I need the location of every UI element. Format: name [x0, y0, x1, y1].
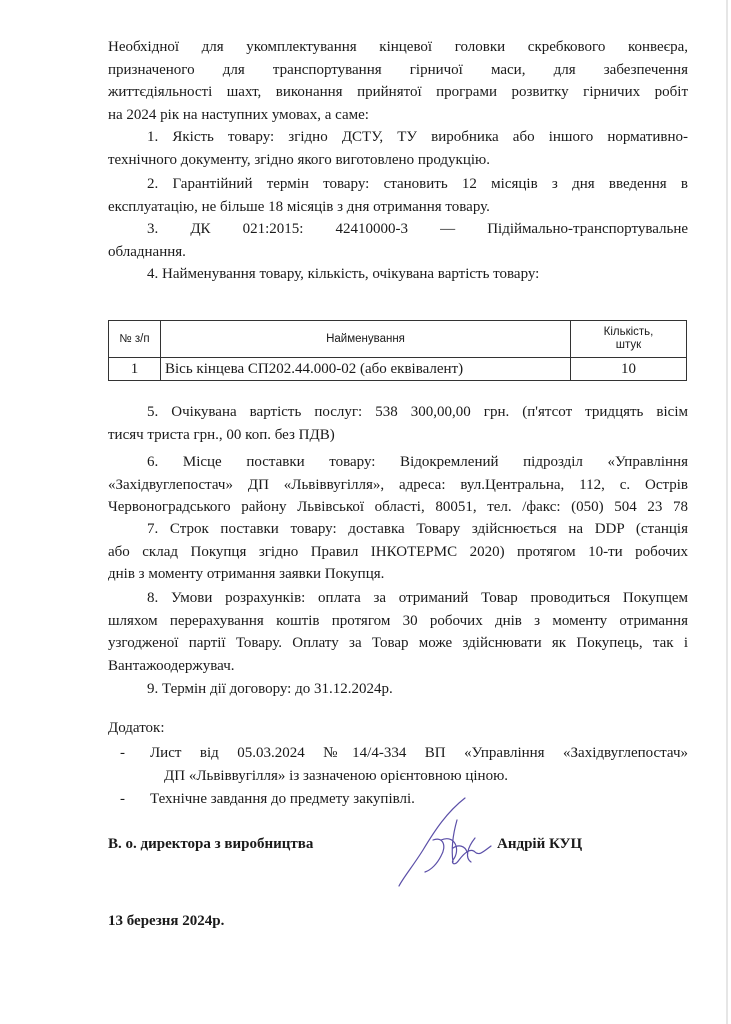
item-8-line-3: узгодженої партії Товару. Оплату за Товар може здійснювати як Покупець, так і: [108, 635, 688, 651]
item-2-warranty: [108, 173, 688, 218]
item-4-line-1: 4. Найменування товару, кількість, очікувана вартість товару:: [147, 266, 540, 282]
header-quantity-line-2: штук: [615, 339, 642, 351]
dash-marker: -: [120, 791, 125, 807]
signer-position: В. о. директора з виробництва: [108, 836, 314, 852]
item-5-line-2: тисяч триста грн., 00 коп. без ПДВ): [108, 426, 335, 443]
item-7-delivery-term: [108, 518, 688, 586]
item-7-line-2: або склад Покупця згідно Правил ІНКОТЕРМС 2020) протягом 10-ти робочих: [108, 543, 688, 560]
item-3-classifier: [108, 218, 688, 263]
row-name: Вісь кінцева СП202.44.000-02 (або еквівалент): [161, 358, 571, 381]
attachment-1-line-1: Лист від 05.03.2024 №14/4-334 ВП «Управління «Західвуглепостач»: [150, 745, 688, 761]
goods-table: [108, 320, 687, 381]
item-2-line-2: експлуатацію, не більше 18 місяців з дня отримання товару.: [108, 198, 490, 215]
header-number: № з/п: [109, 321, 161, 358]
item-6-line-1: 6. Місце поставки товару: Відокремлений підрозділ «Управління: [147, 454, 688, 470]
item-8-line-1: 8. Умови розрахунків: оплата за отриманий Товар проводиться Покупцем: [147, 590, 688, 606]
item-3-line-2: обладнання.: [108, 243, 186, 260]
item-2-line-1: 2. Гарантійний термін товару: становить 12 місяців з дня введення в: [147, 176, 688, 192]
item-1-line-1: 1. Якість товару: згідно ДСТУ, ТУ виробника або іншого нормативно-: [147, 129, 688, 145]
handwritten-signature: [395, 790, 505, 890]
document-date: 13 березня 2024р.: [108, 913, 225, 929]
header-name: Найменування: [161, 321, 571, 358]
intro-line-1: Необхідної для укомплектування кінцевої головки скребкового конвеєра,: [108, 39, 688, 55]
goods-table-header-row: [109, 321, 687, 358]
attachment-item: [120, 742, 690, 787]
scan-edge-shadow: [726, 0, 728, 1024]
item-5-price: [108, 401, 688, 446]
item-1-quality: [108, 126, 688, 171]
item-4-goods-intro: [108, 263, 688, 286]
header-quantity-line-1: Кількість,: [603, 326, 654, 338]
attachments-heading: Додаток:: [108, 720, 165, 736]
table-row: [109, 358, 687, 381]
intro-line-4: на 2024 рік на наступних умовах, а саме:: [108, 106, 369, 123]
item-8-payment: [108, 587, 688, 677]
item-8-line-4: Вантажоодержувач.: [108, 657, 235, 674]
row-quantity: 10: [571, 358, 687, 381]
item-3-line-1: 3. ДК 021:2015: 42410000-3 — Підіймально-транспортувальне: [147, 221, 688, 237]
item-5-line-1: 5. Очікувана вартість послуг: 538 300,00,00 грн. (п'ятсот тридцять вісім: [147, 404, 688, 420]
item-9-contract-term: [108, 678, 688, 701]
intro-paragraph: [108, 36, 688, 126]
item-6-line-2: «Західвуглепостач» ДП «Львіввугілля», адреса: вул.Центральна, 112, с. Острів: [108, 476, 688, 493]
dash-marker: -: [120, 745, 125, 761]
item-8-line-2: шляхом перерахування коштів протягом 30 робочих днів з моменту отримання: [108, 612, 688, 629]
attachment-2-line-1: Технічне завдання до предмету закупівлі.: [150, 791, 415, 807]
item-6-line-3: Червоноградського району Львівської області, 80051, тел. /факс: (050) 504 23 78: [108, 499, 688, 515]
item-7-line-3: днів з моменту отримання заявки Покупця.: [108, 566, 385, 582]
row-number: 1: [109, 358, 161, 381]
attachment-1-line-2: ДП «Львіввугілля» із зазначеною орієнтовною ціною.: [164, 767, 509, 784]
header-quantity: [571, 321, 687, 358]
intro-line-3: життєдіяльності шахт, виконання прийнятої програми розвитку гірничих робіт: [108, 84, 688, 100]
item-1-line-2: технічного документу, згідно якого виготовлено продукцію.: [108, 151, 490, 168]
intro-line-2: призначеного для транспортування гірничої маси, для забезпечення: [108, 61, 688, 78]
item-9-line-1: 9. Термін дії договору: до 31.12.2024р.: [147, 681, 393, 697]
item-7-line-1: 7. Строк поставки товару: доставка Товару здійснюється на DDP (станція: [147, 521, 688, 537]
item-6-delivery-place: [108, 451, 688, 519]
signer-name: Андрій КУЦ: [497, 836, 583, 852]
